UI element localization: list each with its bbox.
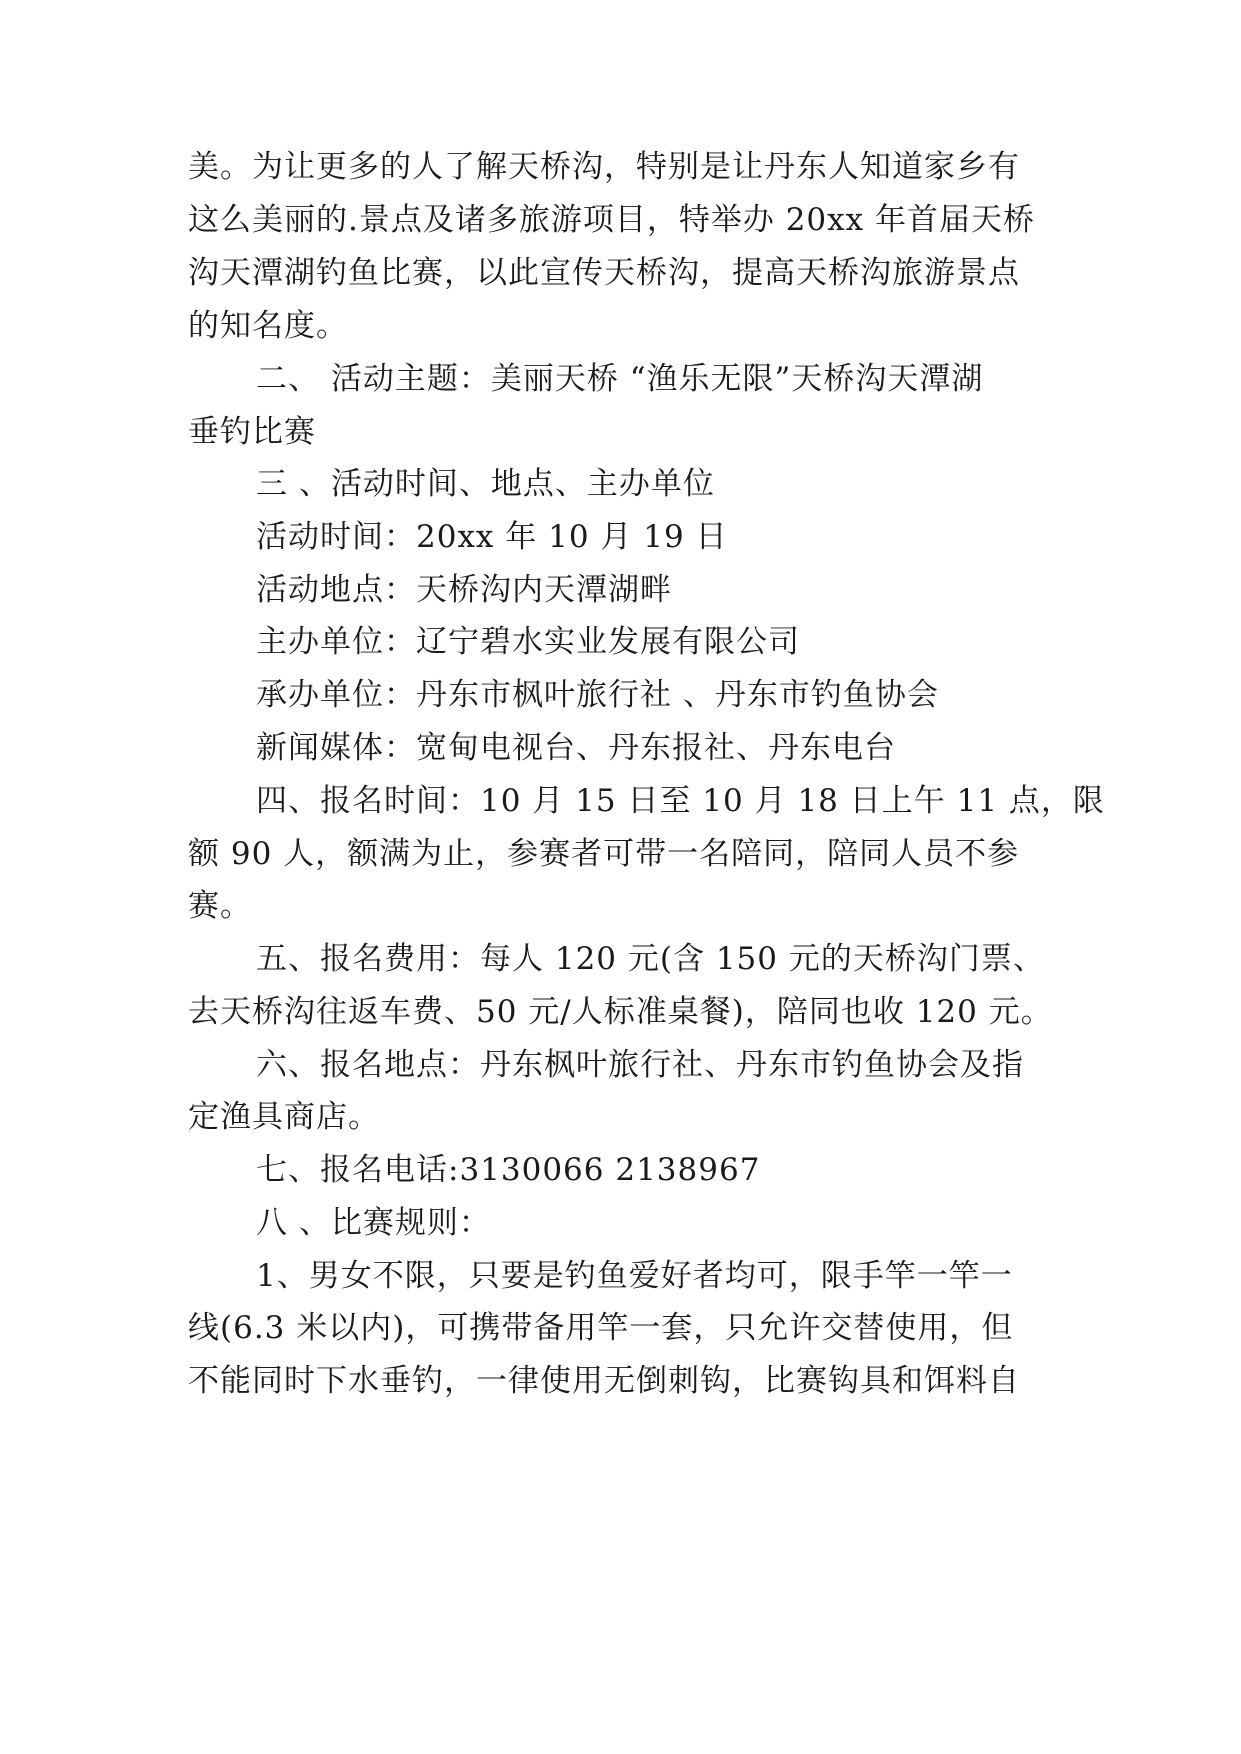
section-heading-registration-time: 四、报名时间：10 月 15 日至 10 月 18 日上午 11 点，限 <box>256 783 1105 819</box>
paragraph-line: 不能同时下水垂钓，一律使用无倒刺钩，比赛钩具和饵料自 <box>188 1363 1020 1399</box>
section-heading-rules: 八 、比赛规则： <box>256 1205 491 1241</box>
news-media: 新闻媒体：宽甸电视台、丹东报社、丹东电台 <box>256 730 896 766</box>
paragraph-line: 线(6.3 米以内)，可携带备用竿一套，只允许交替使用，但 <box>188 1310 1014 1346</box>
paragraph-line: 这么美丽的.景点及诸多旅游项目，特举办 20xx 年首届天桥 <box>188 202 1035 238</box>
activity-location: 活动地点：天桥沟内天潭湖畔 <box>256 572 672 608</box>
section-heading-time-place: 三 、活动时间、地点、主办单位 <box>256 466 715 502</box>
paragraph-line: 垂钓比赛 <box>188 414 316 450</box>
co-organizer: 承办单位：丹东市枫叶旅行社 、丹东市钓鱼协会 <box>256 677 939 713</box>
section-heading-registration-phone: 七、报名电话:3130066 2138967 <box>256 1152 761 1188</box>
paragraph-line: 赛。 <box>188 888 252 924</box>
paragraph-line: 定渔具商店。 <box>188 1099 380 1135</box>
paragraph-line: 去天桥沟往返车费、50 元/人标准桌餐)，陪同也收 120 元。 <box>188 994 1053 1030</box>
section-heading-registration-fee: 五、报名费用：每人 120 元(含 150 元的天桥沟门票、 <box>256 941 1045 977</box>
paragraph-line: 美。为让更多的人了解天桥沟，特别是让丹东人知道家乡有 <box>188 149 1020 185</box>
section-heading-theme: 二、 活动主题：美丽天桥 “渔乐无限”天桥沟天潭湖 <box>256 361 984 397</box>
paragraph-line: 沟天潭湖钓鱼比赛，以此宣传天桥沟，提高天桥沟旅游景点 <box>188 255 1020 291</box>
paragraph-line: 的知名度。 <box>188 308 348 344</box>
rule-item-1: 1、男女不限，只要是钓鱼爱好者均可，限手竿一竿一 <box>256 1258 1013 1294</box>
section-heading-registration-place: 六、报名地点：丹东枫叶旅行社、丹东市钓鱼协会及指 <box>256 1047 1024 1083</box>
paragraph-line: 额 90 人，额满为止，参赛者可带一名陪同，陪同人员不参 <box>188 836 1020 872</box>
organizer: 主办单位：辽宁碧水实业发展有限公司 <box>256 624 800 660</box>
activity-time: 活动时间：20xx 年 10 月 19 日 <box>256 519 728 555</box>
